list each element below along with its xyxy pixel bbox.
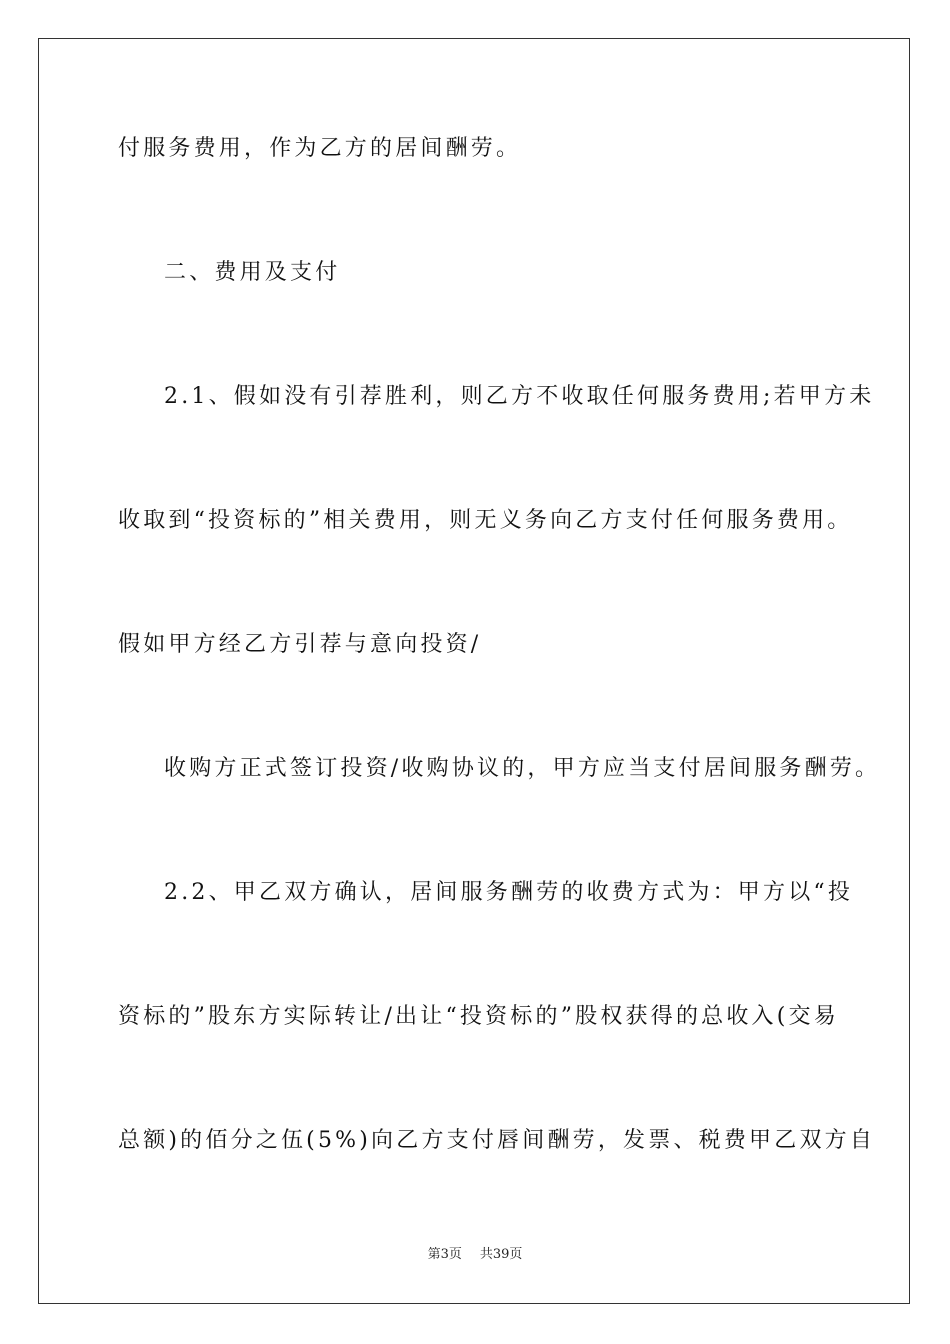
page-footer (0, 1246, 950, 1264)
body-text-line-1: 付服务费用，作为乙方的居间酬劳。 (118, 136, 522, 161)
body-text-line-5: 假如甲方经乙方引荐与意向投资/ (118, 632, 482, 657)
page-number: 第3页 (427, 1247, 462, 1262)
total-pages: 共39页 (479, 1247, 523, 1262)
body-text-line-9: 总额)的佰分之伍(5%)向乙方支付唇间酬劳，发票、税费甲乙双方自 (118, 1128, 876, 1153)
body-text-line-8: 资标的”股东方实际转让/出让“投资标的”股权获得的总收入(交易 (118, 1004, 839, 1029)
body-text-line-3: 2.1、假如没有引荐胜利，则乙方不收取任何服务费用;若甲方未 (164, 384, 875, 409)
body-text-line-7: 2.2、甲乙双方确认，居间服务酬劳的收费方式为：甲方以“投 (164, 880, 854, 905)
body-text-line-4: 收取到“投资标的”相关费用，则无义务向乙方支付任何服务费用。 (118, 508, 853, 533)
body-text-line-6: 收购方正式签订投资/收购协议的，甲方应当支付居间服务酬劳。 (164, 756, 881, 781)
section-heading-fees: 二、费用及支付 (164, 260, 341, 285)
page-border (38, 38, 910, 1304)
